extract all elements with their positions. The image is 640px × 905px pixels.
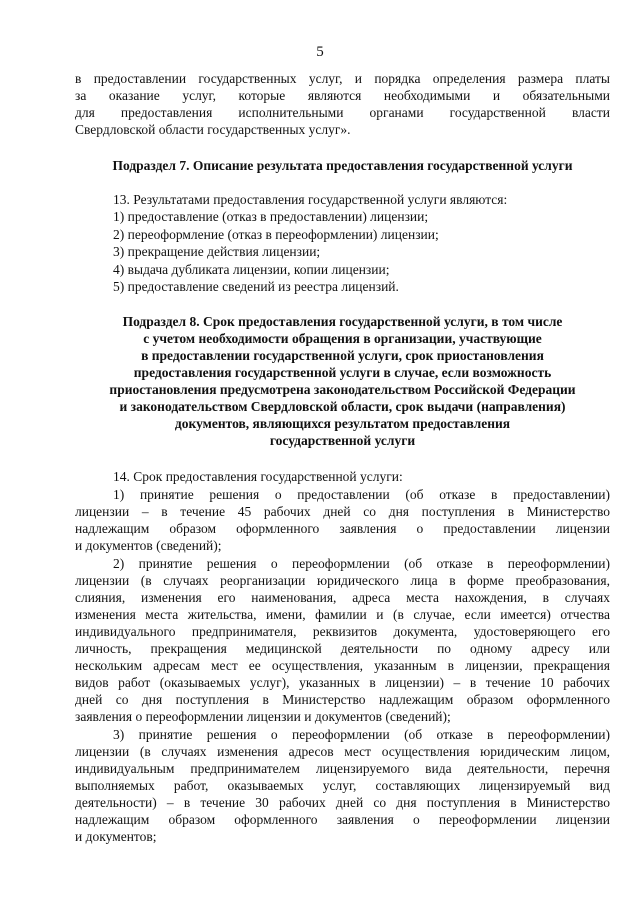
paragraph-line: индивидуального предпринимателя, реквизитов документа, удостоверяющего его — [75, 624, 610, 639]
paragraph-1 — [75, 486, 610, 554]
paragraph-line: 3) принятие решения о переоформлении (об отказе в переоформлении) — [113, 727, 610, 742]
list-item: 5) предоставление сведений из реестра лицензий. — [113, 279, 399, 295]
paragraph-line: изменения места жительства, имени, фамилии и (в случае, если имеется) отчества — [75, 607, 610, 622]
paragraph-line: и документов (сведений); — [75, 538, 222, 553]
paragraph-line: лицензии – в течение 45 рабочих дней со дня поступления в Министерство — [75, 504, 610, 519]
heading-line: приостановления предусмотрена законодательством Российской Федерации — [109, 382, 576, 397]
list-item: 3) прекращение действия лицензии; — [113, 244, 321, 260]
intro-paragraph — [75, 70, 610, 138]
section-7-list — [75, 191, 610, 295]
paragraph-line: дней со дня поступления в Министерство надлежащим образом оформленного — [75, 692, 610, 707]
paragraph-line: 2) принятие решения о переоформлении (об отказе в переоформлении) — [113, 556, 610, 571]
paragraph-line: нескольким адресам мест ее осуществления, указанным в лицензии, прекращения — [75, 658, 610, 673]
list-item: 13. Результатами предоставления государственной услуги являются: — [113, 192, 508, 207]
list-item: 2) переоформление (отказ в переоформлении) лицензии; — [113, 226, 439, 242]
section-8-body — [75, 468, 610, 845]
heading-line: и законодательством Свердловской области, срок выдачи (направления) — [119, 399, 566, 414]
paragraph-line: надлежащим образом оформленного заявления о переоформлении лицензии — [75, 812, 610, 827]
list-item: 4) выдача дубликата лицензии, копии лицензии; — [113, 261, 390, 277]
paragraph-line: видов работ (оказываемых услуг), указанных в лицензии) – в течение 10 рабочих — [75, 675, 610, 690]
paragraph-2 — [75, 555, 610, 725]
paragraph-lead: 14. Срок предоставления государственной услуги: — [113, 469, 403, 484]
paragraph-line: лицензии (в случаях реорганизации юридического лица в форме преобразования, — [75, 573, 610, 588]
paragraph-line: и документов; — [75, 829, 157, 844]
intro-line: для предоставления исполнительными органами государственной власти — [75, 105, 610, 120]
heading-line: документов, являющихся результатом предоставления — [174, 416, 511, 431]
section-7-heading: Подраздел 7. Описание результата предоставления государственной услуги — [112, 158, 573, 173]
paragraph-line: надлежащим образом оформленного заявления о предоставлении лицензии — [75, 521, 610, 536]
intro-line: за оказание услуг, которые являются необходимыми и обязательными — [75, 88, 610, 103]
paragraph-line: личность, прекращения медицинской деятельности по одному адресу или — [75, 641, 610, 656]
heading-line: Подраздел 8. Срок предоставления государственной услуги, в том числе — [122, 314, 563, 329]
intro-line: в предоставлении государственных услуг, и порядка определения размера платы — [75, 71, 610, 86]
intro-line: Свердловской области государственных услуг». — [75, 122, 351, 137]
paragraph-line: заявления о переоформлении лицензии и документов (сведений); — [75, 709, 451, 724]
paragraph-line: выполняемых работ, оказываемых услуг, составляющих лицензируемый вид — [75, 778, 610, 793]
paragraph-line: слияния, изменения его наименования, адреса места нахождения, в случаях — [75, 590, 610, 605]
heading-line: государственной услуги — [269, 433, 416, 448]
list-item: 1) предоставление (отказ в предоставлении) лицензии; — [113, 209, 429, 225]
heading-line: предоставления государственной услуги в случае, если возможность — [133, 365, 552, 380]
paragraph-line: 1) принятие решения о предоставлении (об отказе в предоставлении) — [113, 487, 610, 502]
paragraph-line: лицензии (в случаях изменения адресов мест осуществления юридическим лицом, — [75, 744, 610, 759]
paragraph-line: индивидуальным предпринимателем лицензируемого вида деятельности, перечня — [75, 761, 610, 776]
section-8-heading — [75, 313, 610, 449]
heading-line: с учетом необходимости обращения в организации, участвующие — [143, 331, 542, 346]
paragraph-line: деятельности) – в течение 30 рабочих дней со дня поступления в Министерство — [75, 795, 610, 810]
paragraph-3 — [75, 726, 610, 845]
heading-line: в предоставлении государственной услуги, срок приостановления — [141, 348, 544, 363]
page-number: 5 — [316, 44, 324, 60]
